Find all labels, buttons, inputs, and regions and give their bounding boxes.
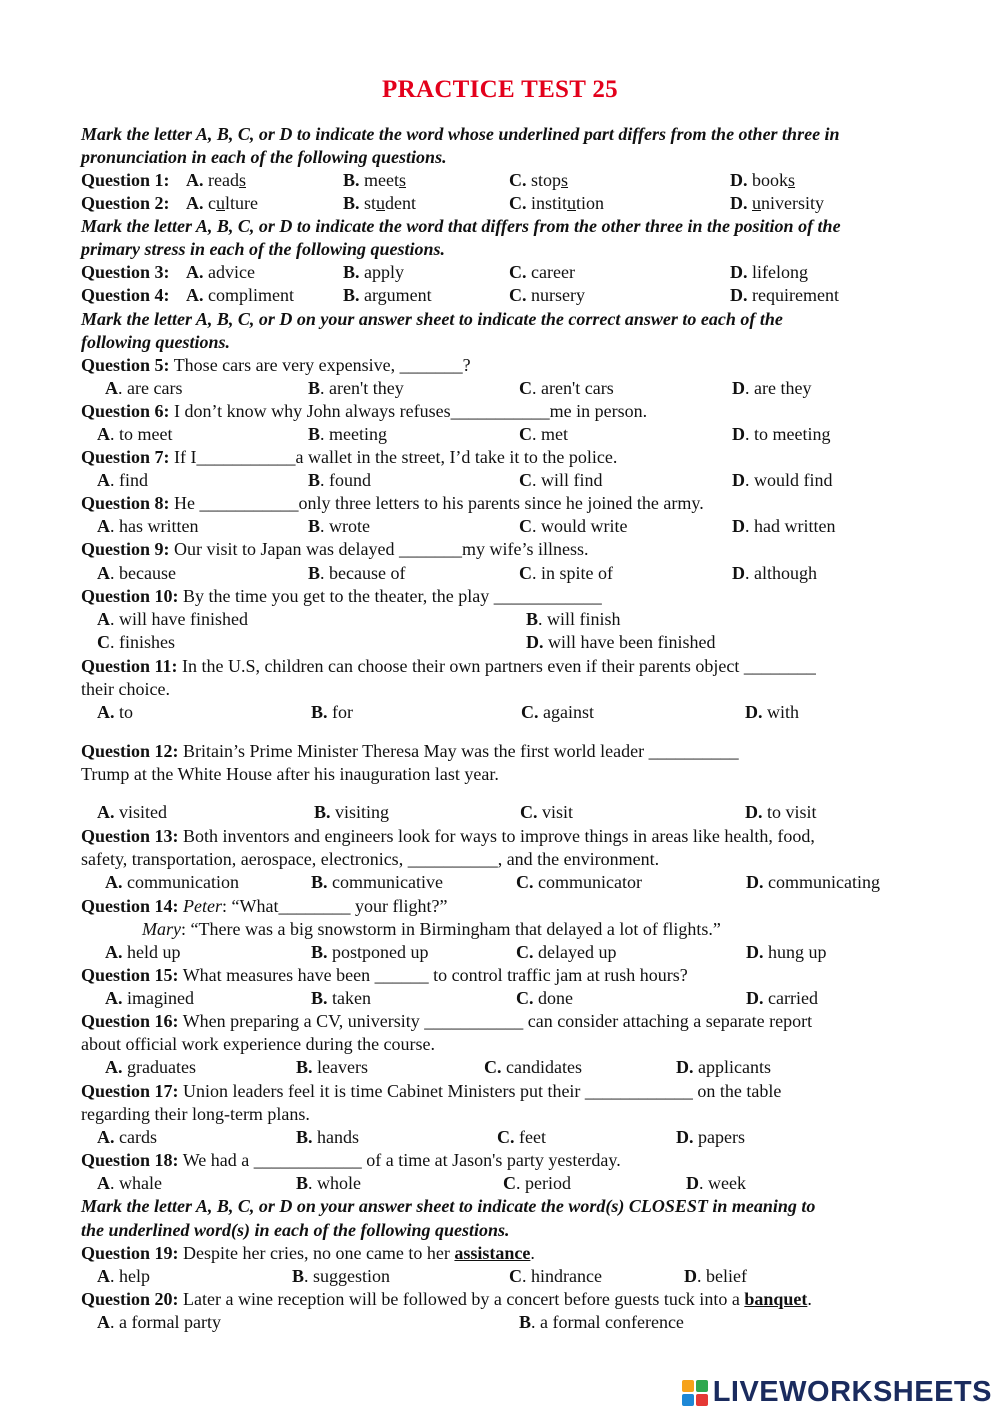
q18-option-d[interactable]: D. week bbox=[686, 1173, 746, 1193]
q12-option-d[interactable]: D. to visit bbox=[745, 802, 817, 822]
question-4: Question 4: bbox=[81, 285, 170, 305]
q12-option-b[interactable]: B. visiting bbox=[314, 802, 390, 822]
q1-option-d[interactable]: D. books bbox=[730, 170, 796, 190]
question-9: Question 9: Our visit to Japan was delayed _______my wife’s illness. bbox=[81, 539, 589, 559]
q7-option-a[interactable]: A. find bbox=[97, 470, 148, 490]
q10-option-a[interactable]: A. will have finished bbox=[97, 609, 248, 629]
question-13-cont: safety, transportation, aerospace, electronics, __________, and the environment. bbox=[81, 849, 660, 869]
q9-option-c[interactable]: C. in spite of bbox=[519, 563, 613, 583]
liveworksheets-logo-icon bbox=[682, 1380, 708, 1406]
q12-option-c[interactable]: C. visit bbox=[520, 802, 574, 822]
q16-option-b[interactable]: B. leavers bbox=[296, 1057, 368, 1077]
q2-option-b[interactable]: B. student bbox=[343, 193, 417, 213]
question-8: Question 8: He ___________only three letters to his parents since he joined the army. bbox=[81, 493, 704, 513]
q9-option-b[interactable]: B. because of bbox=[308, 563, 406, 583]
logo-square-4 bbox=[696, 1394, 708, 1406]
q3-option-c[interactable]: C. career bbox=[509, 262, 575, 282]
q10-option-b[interactable]: B. will finish bbox=[526, 609, 621, 629]
q11-option-d[interactable]: D. with bbox=[745, 702, 800, 722]
instruction-2-line-1: Mark the letter A, B, C, or D to indicate the word that differs from the other three in the position of the bbox=[81, 216, 841, 236]
q14-option-a[interactable]: A. held up bbox=[105, 942, 181, 962]
q20-option-b[interactable]: B. a formal conference bbox=[519, 1312, 684, 1332]
q5-option-c[interactable]: C. aren't cars bbox=[519, 378, 614, 398]
question-16: Question 16: When preparing a CV, university ___________ can consider attaching a separate report bbox=[81, 1011, 813, 1031]
q11-option-a[interactable]: A. to bbox=[97, 702, 134, 722]
q6-option-a[interactable]: A. to meet bbox=[97, 424, 173, 444]
q1-option-c[interactable]: C. stops bbox=[509, 170, 569, 190]
q20-option-a[interactable]: A. a formal party bbox=[97, 1312, 221, 1332]
q17-option-c[interactable]: C. feet bbox=[497, 1127, 546, 1147]
q6-option-b[interactable]: B. meeting bbox=[308, 424, 387, 444]
logo-square-3 bbox=[682, 1394, 694, 1406]
question-7: Question 7: If I___________a wallet in the street, I’d take it to the police. bbox=[81, 447, 618, 467]
q13-option-c[interactable]: C. communicator bbox=[516, 872, 642, 892]
q19-option-c[interactable]: C. hindrance bbox=[509, 1266, 602, 1286]
q13-option-a[interactable]: A. communication bbox=[105, 872, 239, 892]
q7-option-c[interactable]: C. will find bbox=[519, 470, 603, 490]
q18-option-c[interactable]: C. period bbox=[503, 1173, 571, 1193]
q13-option-d[interactable]: D. communicating bbox=[746, 872, 880, 892]
q16-option-d[interactable]: D. applicants bbox=[676, 1057, 771, 1077]
q5-option-a[interactable]: A. are cars bbox=[105, 378, 183, 398]
q2-option-c[interactable]: C. institution bbox=[509, 193, 605, 213]
q19-option-a[interactable]: A. help bbox=[97, 1266, 150, 1286]
q15-option-b[interactable]: B. taken bbox=[311, 988, 371, 1008]
question-3: Question 3: bbox=[81, 262, 170, 282]
q11-option-c[interactable]: C. against bbox=[521, 702, 594, 722]
q8-option-c[interactable]: C. would write bbox=[519, 516, 628, 536]
q5-option-d[interactable]: D. are they bbox=[732, 378, 812, 398]
q7-option-d[interactable]: D. would find bbox=[732, 470, 833, 490]
q19-option-d[interactable]: D. belief bbox=[684, 1266, 747, 1286]
q15-option-a[interactable]: A. imagined bbox=[105, 988, 194, 1008]
q18-option-a[interactable]: A. whale bbox=[97, 1173, 162, 1193]
q16-option-c[interactable]: C. candidates bbox=[484, 1057, 582, 1077]
logo-square-2 bbox=[696, 1380, 708, 1392]
instruction-3-line-1: Mark the letter A, B, C, or D on your answer sheet to indicate the correct answer to each of the bbox=[81, 309, 783, 329]
question-5: Question 5: Those cars are very expensive, _______? bbox=[81, 355, 471, 375]
q4-option-a[interactable]: A. compliment bbox=[186, 285, 294, 305]
question-14-reply: Mary: “There was a big snowstorm in Birmingham that delayed a lot of flights.” bbox=[142, 919, 721, 939]
q14-option-c[interactable]: C. delayed up bbox=[516, 942, 617, 962]
q18-option-b[interactable]: B. whole bbox=[296, 1173, 362, 1193]
question-20: Question 20: Later a wine reception will be followed by a concert before guests tuck into a banquet. bbox=[81, 1289, 812, 1309]
question-13: Question 13: Both inventors and engineers look for ways to improve things in areas like health, food, bbox=[81, 826, 815, 846]
q3-option-d[interactable]: D. lifelong bbox=[730, 262, 808, 282]
q12-option-a[interactable]: A. visited bbox=[97, 802, 167, 822]
question-12: Question 12: Britain’s Prime Minister Theresa May was the first world leader __________ bbox=[81, 741, 739, 761]
q4-option-d[interactable]: D. requirement bbox=[730, 285, 839, 305]
q4-option-c[interactable]: C. nursery bbox=[509, 285, 585, 305]
question-10: Question 10: By the time you get to the theater, the play ____________ bbox=[81, 586, 602, 606]
question-1: Question 1: bbox=[81, 170, 170, 190]
question-11: Question 11: In the U.S, children can choose their own partners even if their parents object ________ bbox=[81, 656, 816, 676]
q14-option-b[interactable]: B. postponed up bbox=[311, 942, 429, 962]
question-17: Question 17: Union leaders feel it is time Cabinet Ministers put their ____________ on the table bbox=[81, 1081, 782, 1101]
q14-option-d[interactable]: D. hung up bbox=[746, 942, 827, 962]
q5-option-b[interactable]: B. aren't they bbox=[308, 378, 404, 398]
instruction-4-line-2: the underlined word(s) in each of the following questions. bbox=[81, 1220, 510, 1240]
q8-option-a[interactable]: A. has written bbox=[97, 516, 199, 536]
q15-option-d[interactable]: D. carried bbox=[746, 988, 818, 1008]
q11-option-b[interactable]: B. for bbox=[311, 702, 354, 722]
q2-option-a[interactable]: A. culture bbox=[186, 193, 258, 213]
q1-option-a[interactable]: A. reads bbox=[186, 170, 246, 190]
q2-option-d[interactable]: D. university bbox=[730, 193, 824, 213]
q6-option-c[interactable]: C. met bbox=[519, 424, 568, 444]
liveworksheets-brand: LIVEWORKSHEETS bbox=[712, 1376, 992, 1408]
q8-option-d[interactable]: D. had written bbox=[732, 516, 836, 536]
instruction-4-line-1: Mark the letter A, B, C, or D on your answer sheet to indicate the word(s) CLOSEST in meaning to bbox=[81, 1196, 816, 1216]
q7-option-b[interactable]: B. found bbox=[308, 470, 372, 490]
q17-option-d[interactable]: D. papers bbox=[676, 1127, 745, 1147]
question-2: Question 2: bbox=[81, 193, 170, 213]
instruction-1-line-1: Mark the letter A, B, C, or D to indicate the word whose underlined part differs from the other three in bbox=[81, 124, 840, 144]
logo-square-1 bbox=[682, 1380, 694, 1392]
question-12-cont: Trump at the White House after his inauguration last year. bbox=[81, 764, 499, 784]
q4-option-b[interactable]: B. argument bbox=[343, 285, 432, 305]
q16-option-a[interactable]: A. graduates bbox=[105, 1057, 196, 1077]
question-18: Question 18: We had a ____________ of a time at Jason's party yesterday. bbox=[81, 1150, 621, 1170]
q17-option-b[interactable]: B. hands bbox=[296, 1127, 360, 1147]
q13-option-b[interactable]: B. communicative bbox=[311, 872, 443, 892]
q19-option-b[interactable]: B. suggestion bbox=[292, 1266, 391, 1286]
q6-option-d[interactable]: D. to meeting bbox=[732, 424, 831, 444]
question-11-cont: their choice. bbox=[81, 679, 170, 699]
liveworksheets-logo bbox=[682, 1376, 992, 1409]
q10-option-d[interactable]: D. will have been finished bbox=[526, 632, 716, 652]
q9-option-a[interactable]: A. because bbox=[97, 563, 176, 583]
question-19: Question 19: Despite her cries, no one came to her assistance. bbox=[81, 1243, 535, 1263]
q10-option-c[interactable]: C. finishes bbox=[97, 632, 175, 652]
instruction-2-line-2: primary stress in each of the following questions. bbox=[81, 239, 446, 259]
q15-option-c[interactable]: C. done bbox=[516, 988, 573, 1008]
instruction-1-line-2: pronunciation in each of the following questions. bbox=[81, 147, 447, 167]
question-16-cont: about official work experience during the course. bbox=[81, 1034, 436, 1054]
q3-option-a[interactable]: A. advice bbox=[186, 262, 255, 282]
question-14: Question 14: Peter: “What________ your flight?” bbox=[81, 896, 448, 916]
q1-option-b[interactable]: B. meets bbox=[343, 170, 407, 190]
question-15: Question 15: What measures have been ______ to control traffic jam at rush hours? bbox=[81, 965, 688, 985]
q3-option-b[interactable]: B. apply bbox=[343, 262, 405, 282]
q9-option-d[interactable]: D. although bbox=[732, 563, 817, 583]
instruction-3-line-2: following questions. bbox=[81, 332, 231, 352]
question-6: Question 6: I don’t know why John always refuses___________me in person. bbox=[81, 401, 648, 421]
q17-option-a[interactable]: A. cards bbox=[97, 1127, 157, 1147]
question-17-cont: regarding their long-term plans. bbox=[81, 1104, 310, 1124]
q8-option-b[interactable]: B. wrote bbox=[308, 516, 370, 536]
page-title: PRACTICE TEST 25 bbox=[382, 76, 618, 103]
